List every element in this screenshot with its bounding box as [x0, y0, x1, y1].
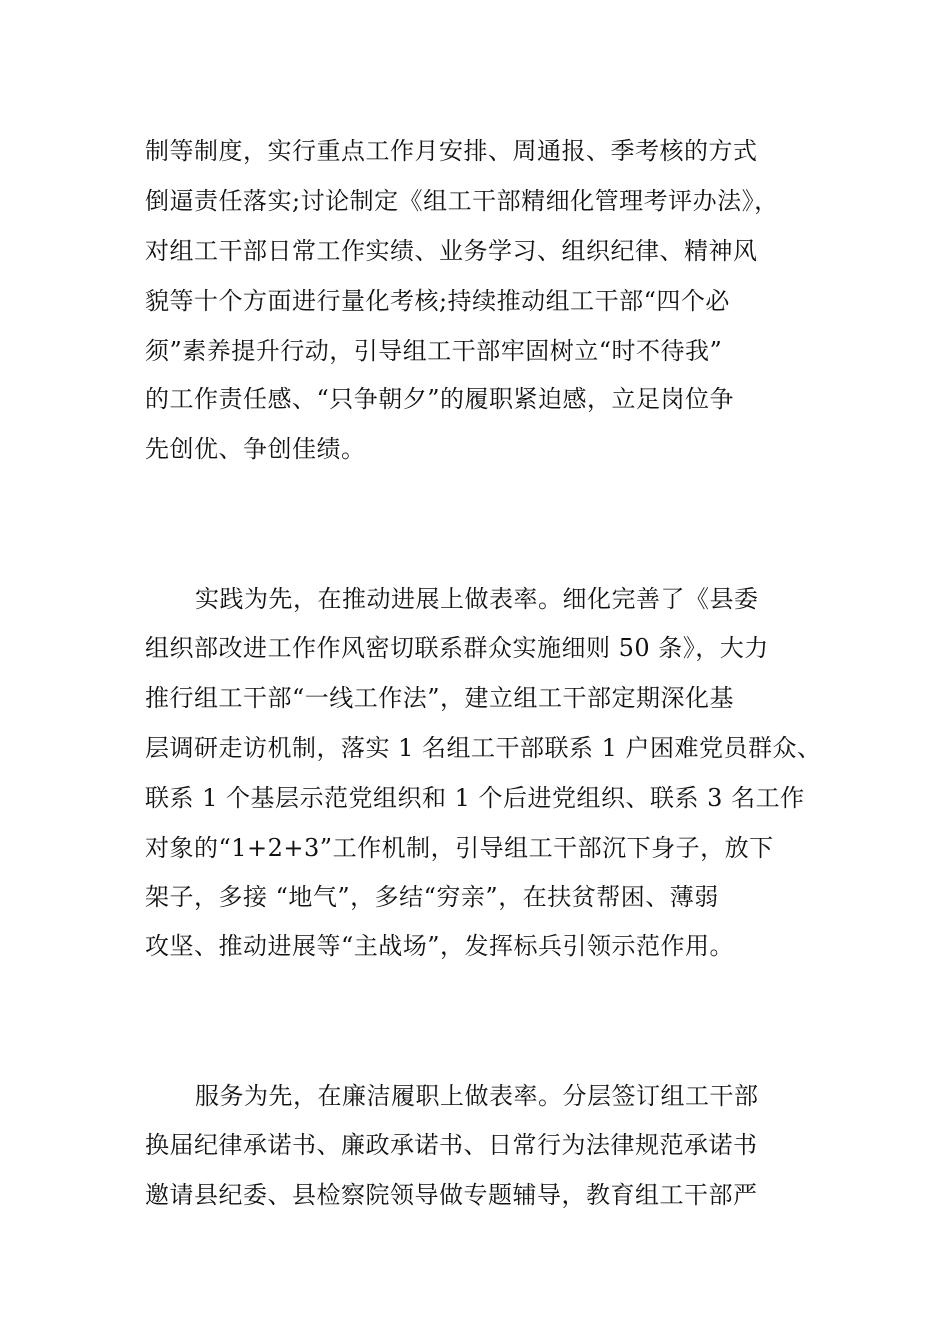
- paragraph-line: 的工作责任感、“只争朝夕”的履职紧迫感，立足岗位争: [145, 385, 735, 413]
- paragraph-line: 架子，多接 “地气”，多结“穷亲”，在扶贫帮困、薄弱: [145, 883, 719, 911]
- paragraph-line: 制等制度，实行重点工作月安排、周通报、季考核的方式: [145, 137, 758, 165]
- paragraph-line: 换届纪律承诺书、廉政承诺书、日常行为法律规范承诺书: [145, 1131, 758, 1159]
- paragraph-line: 攻坚、推动进展等“主战场”，发挥标兵引领示范作用。: [145, 932, 735, 960]
- paragraph-line: 对组工干部日常工作实绩、业务学习、组织纪律、精神风: [145, 237, 758, 265]
- paragraph-line: 貌等十个方面进行量化考核;持续推动组工干部“四个必: [145, 287, 730, 315]
- paragraph-line: 组织部改进工作作风密切联系群众实施细则 50 条》，大力: [145, 634, 769, 662]
- paragraph-line: 对象的“1+2+3”工作机制，引导组工干部沉下身子，放下: [145, 834, 774, 862]
- paragraph-line: 联系 1 个基层示范党组织和 1 个后进党组织、联系 3 名工作: [145, 784, 805, 812]
- paragraph-line: 邀请县纪委、县检察院领导做专题辅导，教育组工干部严: [145, 1181, 758, 1209]
- paragraph-line: 倒逼责任落实;讨论制定《组工干部精细化管理考评办法》，: [145, 187, 779, 215]
- paragraph-line: 须”素养提升行动，引导组工干部牢固树立“时不待我”: [145, 337, 723, 365]
- paragraph-line: 实践为先，在推动进展上做表率。细化完善了《县委: [195, 585, 759, 613]
- paragraph-line: 先创优、争创佳绩。: [145, 435, 366, 463]
- paragraph-line: 层调研走访机制，落实 1 名组工干部联系 1 户困难党员群众、: [145, 734, 822, 762]
- paragraph-line: 推行组工干部“一线工作法”，建立组工干部定期深化基: [145, 684, 735, 712]
- paragraph-line: 服务为先，在廉洁履职上做表率。分层签订组工干部: [195, 1082, 759, 1110]
